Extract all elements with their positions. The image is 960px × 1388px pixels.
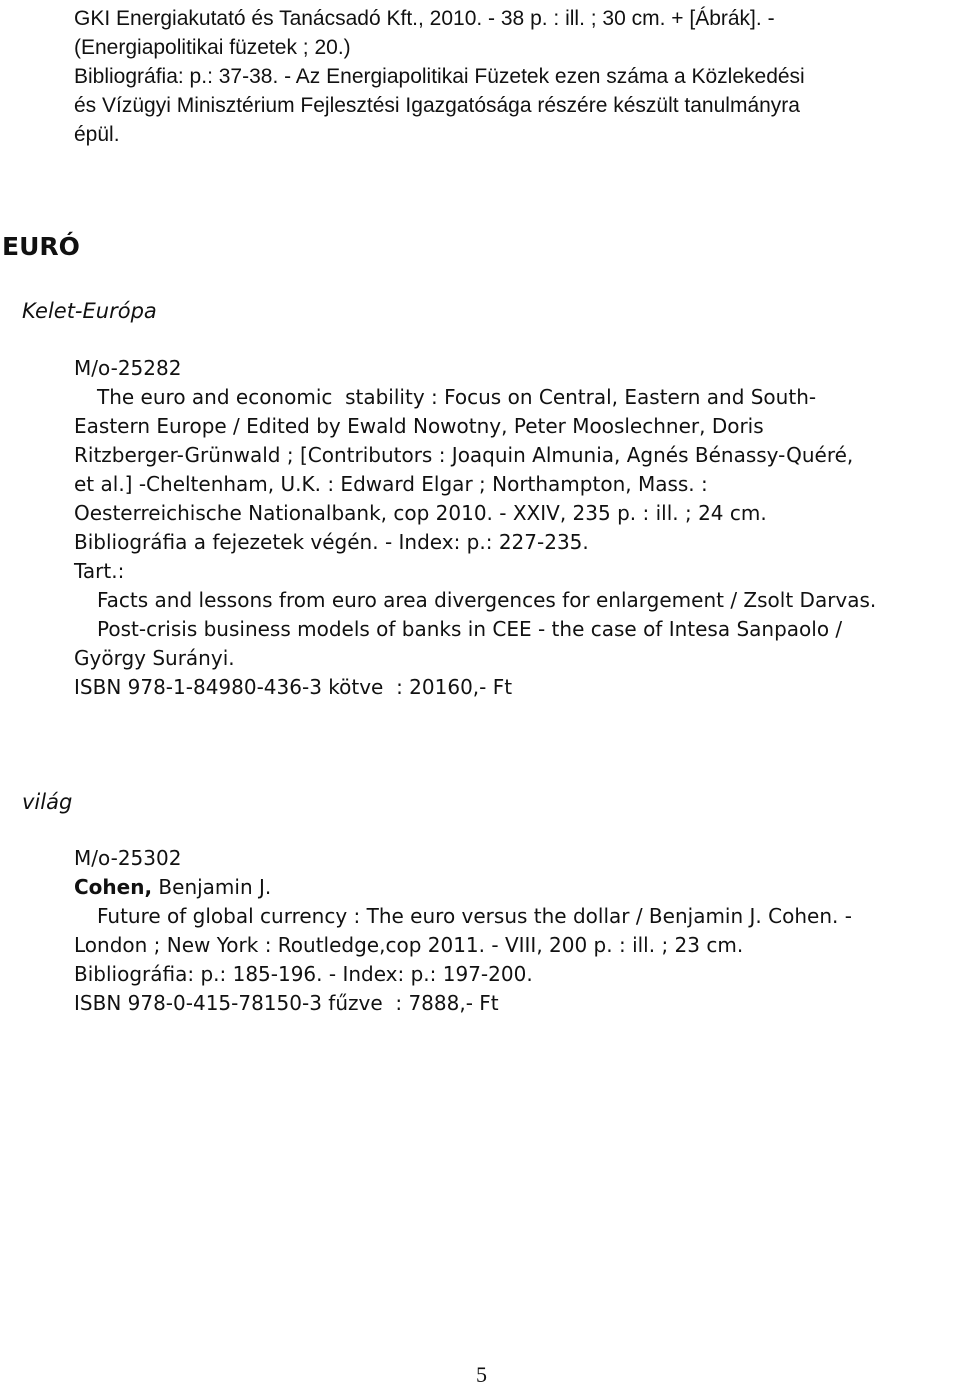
prev-entry-line: GKI Energiakutató és Tanácsadó Kft., 2010. - 38 p. : ill. ; 30 cm. + [Ábrák]. - xyxy=(74,7,775,30)
contents-item: Post-crisis business models of banks in CEE - the case of Intesa Sanpaolo / xyxy=(97,617,843,641)
prev-entry-line: és Vízügyi Minisztérium Fejlesztési Igazgatósága részére készült tanulmányra xyxy=(74,94,800,117)
prev-entry-line: épül. xyxy=(74,123,120,146)
entry-isbn: ISBN 978-0-415-78150-3 fűzve : 7888,- Ft xyxy=(74,991,499,1015)
contents-label: Tart.: xyxy=(74,559,125,583)
entry-line: London ; New York : Routledge,cop 2011. - VIII, 200 p. : ill. ; 23 cm. xyxy=(74,933,744,957)
entry-line: Bibliográfia a fejezetek végén. - Index: p.: 227-235. xyxy=(74,530,589,554)
entry-author xyxy=(74,873,271,902)
contents-item: György Surányi. xyxy=(74,646,235,670)
entry-line: The euro and economic stability : Focus on Central, Eastern and South- xyxy=(97,385,817,409)
page-number: 5 xyxy=(476,1362,487,1387)
entry-line: Oesterreichische Nationalbank, cop 2010. - XXIV, 235 p. : ill. ; 24 cm. xyxy=(74,501,767,525)
entry-line: Eastern Europe / Edited by Ewald Nowotny, Peter Mooslechner, Doris xyxy=(74,414,764,438)
section-subheading: világ xyxy=(22,790,73,814)
entry-id: M/o-25302 xyxy=(74,846,182,870)
entry-line: Bibliográfia: p.: 185-196. - Index: p.: 197-200. xyxy=(74,962,533,986)
section-heading: EURÓ xyxy=(2,232,80,261)
contents-item: Facts and lessons from euro area divergences for enlargement / Zsolt Darvas. xyxy=(97,588,877,612)
entry-id: M/o-25282 xyxy=(74,356,182,380)
entry-line: Ritzberger-Grünwald ; [Contributors : Joaquin Almunia, Agnés Bénassy-Quéré, xyxy=(74,443,854,467)
author-surname: Cohen, xyxy=(74,875,153,899)
entry-isbn: ISBN 978-1-84980-436-3 kötve : 20160,- Ft xyxy=(74,675,513,699)
prev-entry-line: (Energiapolitikai füzetek ; 20.) xyxy=(74,36,351,59)
entry-line: et al.] -Cheltenham, U.K. : Edward Elgar ; Northampton, Mass. : xyxy=(74,472,708,496)
entry-line: Future of global currency : The euro versus the dollar / Benjamin J. Cohen. - xyxy=(97,904,852,928)
prev-entry-line: Bibliográfia: p.: 37-38. - Az Energiapolitikai Füzetek ezen száma a Közlekedési xyxy=(74,65,805,88)
author-given-name: Benjamin J. xyxy=(152,875,272,899)
section-subheading: Kelet-Európa xyxy=(22,299,157,323)
